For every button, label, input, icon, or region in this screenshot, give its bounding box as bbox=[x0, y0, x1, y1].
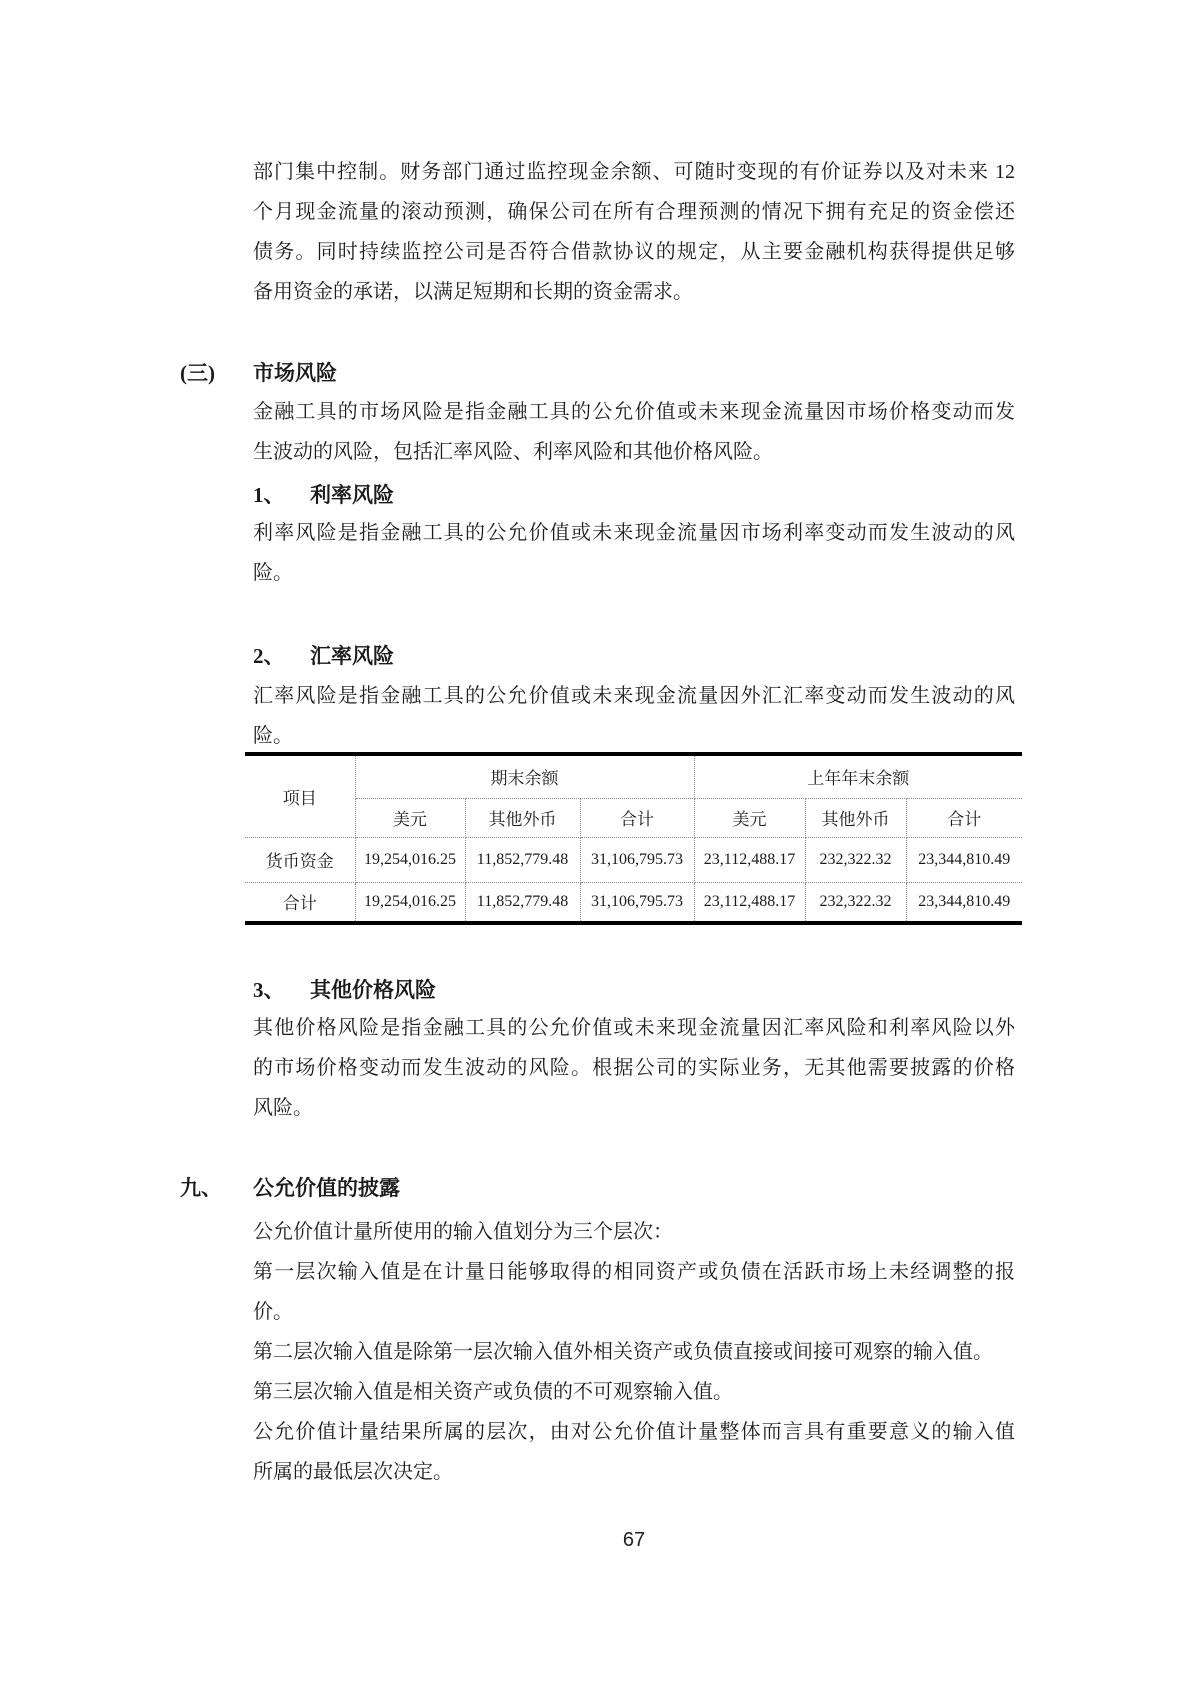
table-group-prior-year-balance: 上年年末余额 bbox=[694, 754, 1022, 798]
paragraph-fair-value-level1 bbox=[253, 1252, 1015, 1332]
text-line: 公允价值计量结果所属的层次，由对公允价值计量整体而言具有重要意义的输入值 bbox=[253, 1421, 1015, 1443]
text-line: 备用资金的承诺，以满足短期和长期的资金需求。 bbox=[253, 281, 693, 303]
paragraph-interest-rate-risk bbox=[253, 513, 1015, 593]
text-line: 其他价格风险是指金融工具的公允价值或未来现金流量因汇率风险和利率风险以外 bbox=[253, 1017, 1015, 1039]
subsection-exchange-rate-heading bbox=[253, 636, 394, 676]
subsection-title: 利率风险 bbox=[310, 483, 394, 507]
section-fair-value-heading bbox=[180, 1168, 400, 1208]
currency-exposure-table bbox=[245, 752, 1022, 925]
text-line: 金融工具的市场风险是指金融工具的公允价值或未来现金流量因市场价格变动而发 bbox=[253, 401, 1015, 423]
text-line: 第二层次输入值是除第一层次输入值外相关资产或负债直接或间接可观察的输入值。 bbox=[253, 1341, 993, 1363]
table-group-ending-balance: 期末余额 bbox=[355, 754, 694, 798]
subsection-title: 其他价格风险 bbox=[310, 978, 436, 1002]
cell-value: 23,344,810.49 bbox=[906, 882, 1022, 923]
text-line: 的市场价格变动而发生波动的风险。根据公司的实际业务，无其他需要披露的价格 bbox=[253, 1057, 1015, 1079]
paragraph-market-risk bbox=[253, 392, 1015, 472]
paragraph-fair-value-level3 bbox=[253, 1372, 1015, 1412]
section-title: 市场风险 bbox=[253, 361, 337, 385]
paragraph-fair-value-result bbox=[253, 1412, 1015, 1492]
table-header-item: 项目 bbox=[245, 754, 355, 837]
subsection-other-price-heading bbox=[253, 970, 436, 1010]
row-label: 合计 bbox=[245, 882, 355, 923]
cell-value: 19,254,016.25 bbox=[355, 837, 465, 882]
paragraph-other-price-risk bbox=[253, 1008, 1015, 1128]
paragraph-exchange-rate-risk bbox=[253, 676, 1015, 756]
paragraph-fair-value-level2 bbox=[253, 1332, 1015, 1372]
section-marker: (三) bbox=[180, 361, 215, 385]
table-header-usd-prior: 美元 bbox=[694, 798, 805, 837]
cell-value: 23,112,488.17 bbox=[694, 837, 805, 882]
section-marker: 九、 bbox=[180, 1176, 222, 1200]
text-line: 风险。 bbox=[253, 1097, 313, 1119]
text-line: 个月现金流量的滚动预测，确保公司在所有合理预测的情况下拥有充足的资金偿还 bbox=[253, 201, 1015, 223]
subsection-title: 汇率风险 bbox=[310, 644, 394, 668]
text-line: 价。 bbox=[253, 1301, 293, 1323]
cell-value: 23,112,488.17 bbox=[694, 882, 805, 923]
cell-value: 19,254,016.25 bbox=[355, 882, 465, 923]
paragraph-liquidity-risk bbox=[253, 152, 1015, 312]
cell-value: 11,852,779.48 bbox=[465, 837, 580, 882]
cell-value: 31,106,795.73 bbox=[580, 837, 694, 882]
text-line: 第一层次输入值是在计量日能够取得的相同资产或负债在活跃市场上未经调整的报 bbox=[253, 1261, 1015, 1283]
table-header-total-ending: 合计 bbox=[580, 798, 694, 837]
text-line: 险。 bbox=[253, 562, 293, 584]
section-market-risk-heading bbox=[180, 353, 337, 393]
table-row-cash bbox=[245, 837, 1022, 882]
cell-value: 232,322.32 bbox=[805, 882, 906, 923]
text-line: 生波动的风险，包括汇率风险、利率风险和其他价格风险。 bbox=[253, 441, 773, 463]
row-label: 货币资金 bbox=[245, 837, 355, 882]
table-header-other-ending: 其他外币 bbox=[465, 798, 580, 837]
text-line: 部门集中控制。财务部门通过监控现金余额、可随时变现的有价证券以及对未来 12 bbox=[253, 161, 1015, 183]
subsection-marker: 1、 bbox=[253, 483, 285, 507]
text-line: 险。 bbox=[253, 725, 293, 747]
cell-value: 232,322.32 bbox=[805, 837, 906, 882]
text-line: 第三层次输入值是相关资产或负债的不可观察输入值。 bbox=[253, 1381, 733, 1403]
table-header-other-prior: 其他外币 bbox=[805, 798, 906, 837]
table-header-usd-ending: 美元 bbox=[355, 798, 465, 837]
text-line: 公允价值计量所使用的输入值划分为三个层次： bbox=[253, 1221, 673, 1243]
text-line: 汇率风险是指金融工具的公允价值或未来现金流量因外汇汇率变动而发生波动的风 bbox=[253, 685, 1015, 707]
text-line: 债务。同时持续监控公司是否符合借款协议的规定，从主要金融机构获得提供足够 bbox=[253, 241, 1015, 263]
cell-value: 11,852,779.48 bbox=[465, 882, 580, 923]
text-line: 利率风险是指金融工具的公允价值或未来现金流量因市场利率变动而发生波动的风 bbox=[253, 522, 1015, 544]
page-number: 67 bbox=[622, 1529, 646, 1551]
text-line: 所属的最低层次决定。 bbox=[253, 1461, 453, 1483]
table-header-total-prior: 合计 bbox=[906, 798, 1022, 837]
subsection-marker: 3、 bbox=[253, 978, 285, 1002]
paragraph-fair-value-intro bbox=[253, 1212, 1015, 1252]
subsection-interest-rate-heading bbox=[253, 475, 394, 515]
subsection-marker: 2、 bbox=[253, 644, 285, 668]
section-title: 公允价值的披露 bbox=[253, 1176, 400, 1200]
table-row-total bbox=[245, 882, 1022, 923]
cell-value: 23,344,810.49 bbox=[906, 837, 1022, 882]
cell-value: 31,106,795.73 bbox=[580, 882, 694, 923]
